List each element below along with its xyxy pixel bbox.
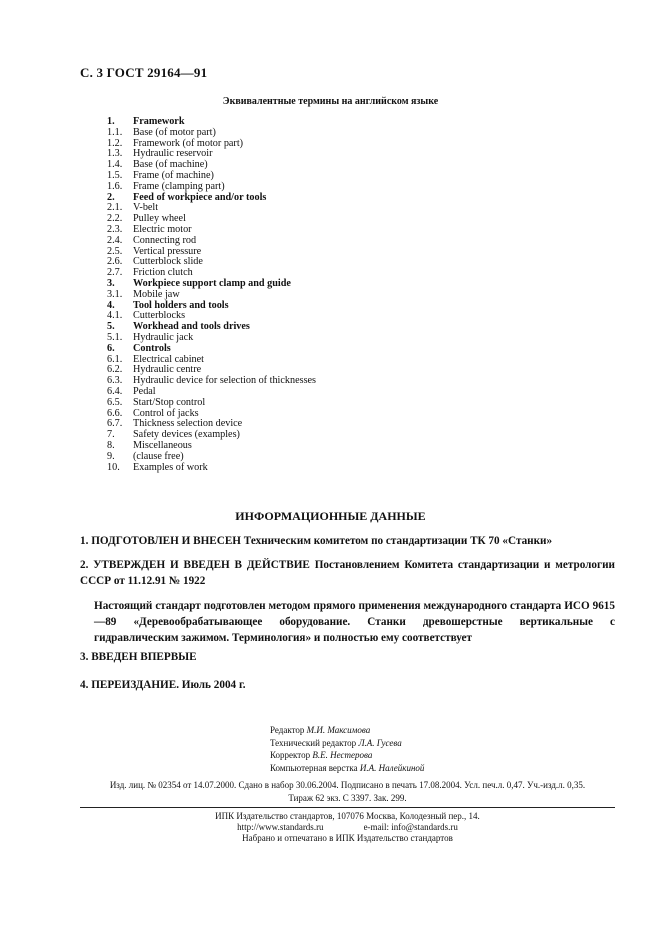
term-row [107,398,316,409]
info-item-1-text: Техническим комитетом по стандартизации ТК 70 «Станки» [243,535,553,547]
term-row [107,344,316,355]
publisher-email[interactable]: e-mail: info@standards.ru [363,822,458,832]
term-number: 6.6. [107,407,123,419]
editor-row [270,749,424,762]
info-title: ИНФОРМАЦИОННЫЕ ДАННЫЕ [235,509,426,523]
info-item-3: 3. ВВЕДЕН ВПЕРВЫЕ [80,651,197,663]
term-row [107,182,316,193]
term-number: 1. [107,116,115,127]
publication-info-line-1: Изд. лиц. № 02354 от 14.07.2000. Сдано в набор 30.06.2004. Подписано в печать 17.08.2004. Усл. печ.л. 0,47. Уч.-изд.л. 0,35. [109,780,586,790]
term-number: 1.6. [107,180,123,192]
editor-name: Л.А. Гусева [358,737,402,748]
term-number: 10. [107,461,120,473]
term-text: Thickness selection device [133,418,243,430]
info-item-4: 4. ПЕРЕИЗДАНИЕ. Июль 2004 г. [80,679,246,691]
editor-row [270,724,424,737]
term-text: Miscellaneous [133,439,192,451]
equivalents-title: Эквивалентные термины на английском языке [222,96,439,107]
term-text: Hydraulic centre [133,364,202,376]
term-number: 2.3. [107,223,123,235]
divider [80,807,615,808]
term-row [107,452,316,463]
term-text: Mobile jaw [133,288,180,300]
editor-role: Редактор [270,725,305,735]
term-number: 2.1. [107,202,123,214]
info-item-1 [80,533,615,549]
editors-block [270,724,424,774]
term-text: Control of jacks [133,407,199,419]
term-text: Vertical pressure [133,245,202,257]
term-number: 2.6. [107,256,123,268]
term-number: 1.1. [107,126,123,138]
editor-role: Компьютерная верстка [270,762,358,773]
term-text: V-belt [133,202,159,214]
term-number: 1.4. [107,159,123,171]
term-text: Workhead and tools drives [133,321,250,333]
info-item-2-text: Постановлением Комитета стандартизации и метрологии СССР от 11.12.91 № 1922 [80,559,616,587]
term-number: 5.1. [107,331,123,343]
term-text: Tool holders and tools [133,299,229,311]
terms-list [107,117,316,473]
term-number: 8. [107,439,115,451]
term-text: Feed of workpiece and/or tools [133,191,267,203]
info-item-1-head: 1. ПОДГОТОВЛЕН И ВНЕСЕН [80,535,241,547]
term-text: Pulley wheel [133,213,186,225]
term-number: 9. [107,450,115,462]
info-paragraph: Настоящий стандарт подготовлен методом прямого применения международного стандарта ИСО 9615—89 «Деревообрабатывающее оборудование. Станки древошерстные вертикальные с гидравлическим зажимом. Терминология» и полностью ему соответствует [94,600,615,644]
editor-row [270,762,424,775]
term-number: 4.1. [107,310,123,322]
term-row [107,463,316,474]
term-text: Start/Stop control [133,396,206,408]
term-number: 7. [107,429,115,441]
term-number: 2.2. [107,213,123,225]
term-number: 6.5. [107,396,123,408]
term-number: 2.7. [107,267,123,279]
term-number: 1.5. [107,169,123,181]
editor-row [270,737,424,750]
publisher-address: ИПК Издательство стандартов, 107076 Москва, Колодезный пер., 14. [215,811,480,821]
term-text: Framework [133,116,185,127]
info-item-2-head: 2. УТВЕРЖДЕН И ВВЕДЕН В ДЕЙСТВИЕ [80,559,310,571]
term-text: Connecting rod [133,234,197,246]
term-number: 2. [107,191,115,203]
term-text: Electric motor [133,223,192,235]
term-text: Framework (of motor part) [133,137,244,149]
editor-role: Корректор [270,750,311,760]
term-text: Controls [133,342,171,354]
publisher-printed: Набрано и отпечатано в ИПК Издательство стандартов [242,833,453,843]
term-number: 3. [107,277,115,289]
term-number: 2.5. [107,245,123,257]
publisher-website[interactable]: http://www.standards.ru [237,822,324,832]
editor-name: В.Е. Нестерова [312,750,373,760]
term-text: Hydraulic jack [133,331,194,343]
publication-info-line-2: Тираж 62 экз. С 3397. Зак. 299. [288,792,407,803]
term-text: Cutterblocks [133,310,186,322]
editor-name: М.И. Максимова [306,725,371,735]
term-text: Hydraulic reservoir [133,148,213,160]
term-text: (clause free) [133,450,184,462]
term-number: 2.4. [107,234,123,246]
term-number: 6.1. [107,353,123,365]
info-item-2 [80,557,615,589]
term-number: 1.2. [107,137,123,149]
term-number: 6.7. [107,418,123,430]
term-number: 6.3. [107,375,123,387]
term-number: 1.3. [107,148,123,160]
term-row [107,128,316,139]
term-number: 6.4. [107,385,123,397]
editor-role: Технический редактор [270,737,357,748]
term-row [107,290,316,301]
term-text: Hydraulic device for selection of thicknesses [133,375,317,387]
term-text: Friction clutch [133,267,193,279]
term-text: Frame (clamping part) [133,180,225,192]
term-number: 6.2. [107,364,123,376]
term-text: Frame (of machine) [133,169,214,181]
term-text: Electrical cabinet [133,353,204,365]
publisher-contacts [80,822,615,833]
term-text: Cutterblock slide [133,256,203,268]
term-text: Examples of work [133,461,208,473]
term-number: 6. [107,342,115,354]
term-text: Pedal [133,385,156,397]
page-header: С. 3 ГОСТ 29164—91 [80,65,208,80]
term-text: Safety devices (examples) [133,429,240,441]
publication-info [80,779,615,804]
term-text: Base (of machine) [133,159,208,171]
term-row [107,236,316,247]
editor-name: И.А. Налейкиной [359,762,425,773]
term-text: Base (of motor part) [133,126,216,138]
publisher-block [80,811,615,844]
term-number: 3.1. [107,288,123,300]
term-number: 5. [107,321,115,333]
term-number: 4. [107,299,115,311]
term-text: Workpiece support clamp and guide [133,277,291,289]
